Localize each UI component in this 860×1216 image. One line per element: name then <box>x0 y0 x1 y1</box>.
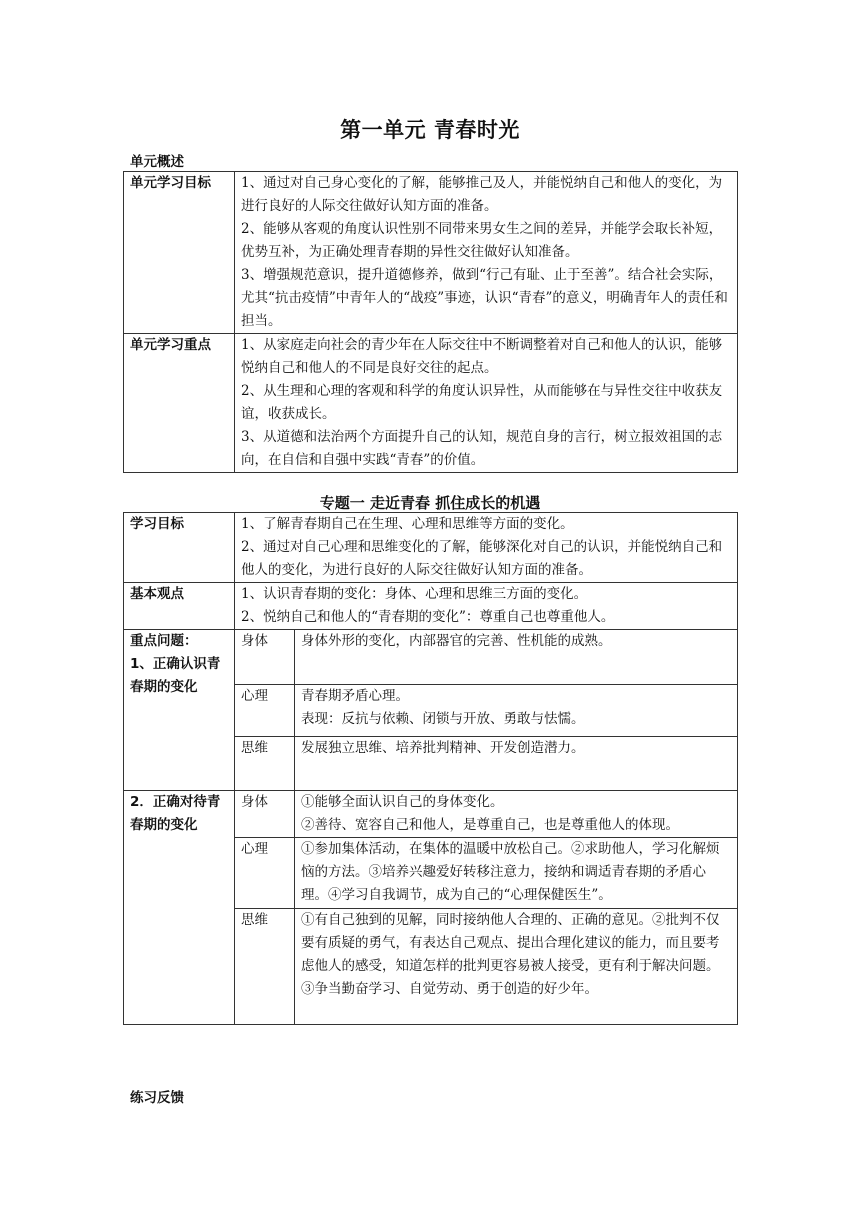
issue1-sub-label: 思维 <box>235 737 295 791</box>
key-points-label: 单元学习重点 <box>124 334 235 473</box>
goal-item: 3、增强规范意识，提升道德修养，做到“行己有耻、止于至善”。结合社会实际，尤其“抗击疫情”中青年人的“战疫”事迹，认识“青春”的意义，明确青年人的责任和担当。 <box>241 267 728 329</box>
viewpoints-label: 基本观点 <box>124 583 235 630</box>
goals-label: 单元学习目标 <box>124 172 235 334</box>
viewpoints-content <box>235 583 738 630</box>
issue1-label-heading: 重点问题： <box>130 633 198 649</box>
topic-table <box>123 512 738 1025</box>
unit-overview-table <box>123 171 738 473</box>
content-line: 表现：反抗与依赖、闭锁与开放、勇敢与怯懦。 <box>301 711 585 727</box>
unit-title: 第一单元 青春时光 <box>340 118 520 142</box>
goals-content <box>235 172 738 334</box>
content-line: ①有自己独到的见解，同时接纳他人合理的、正确的意见。②批判不仅要有质疑的勇气，有表达自己观点、提出合理化建议的能力，而且要考虑他人的感受，知道怎样的批判更容易被人接受，更有利于解决问题。③争当勤奋学习、自觉劳动、勇于创造的好少年。 <box>301 912 720 997</box>
issue1-label-text: 1、正确认识青春期的变化 <box>130 656 221 695</box>
viewpoint-item: 1、认识青春期的变化：身体、心理和思维三方面的变化。 <box>241 586 588 602</box>
viewpoints-row <box>124 583 738 630</box>
key-points-content <box>235 334 738 473</box>
issue2-mind-content <box>295 838 738 909</box>
issue2-sub-label: 思维 <box>235 909 295 1025</box>
issue1-mind-content <box>295 685 738 737</box>
key-point-item: 2、从生理和心理的客观和科学的角度认识异性，从而能够在与异性交往中收获友谊，收获成长。 <box>241 383 723 422</box>
issue1-sub-label: 心理 <box>235 685 295 737</box>
issue2-sub-label: 心理 <box>235 838 295 909</box>
content-line: 身体外形的变化，内部器官的完善、性机能的成熟。 <box>301 633 612 649</box>
issue2-sub-label: 身体 <box>235 791 295 838</box>
goal-item: 2、能够从客观的角度认识性别不同带来男女生之间的差异，并能学会取长补短，优势互补，为正确处理青春期的异性交往做好认知准备。 <box>241 221 723 260</box>
content-line: ①参加集体活动，在集体的温暖中放松自己。②求助他人，学习化解烦恼的方法。③培养兴趣爱好转移注意力，接纳和调适青春期的矛盾心理。④学习自我调节，成为自己的“心理保健医生”。 <box>301 841 720 903</box>
overview-label: 单元概述 <box>130 154 184 170</box>
key-point-item: 3、从道德和法治两个方面提升自己的认知，规范自身的言行，树立报效祖国的志向，在自信和自强中实践“青春”的价值。 <box>241 429 723 468</box>
goal-item: 1、通过对自己身心变化的了解，能够推己及人，并能悦纳自己和他人的变化，为进行良好的人际交往做好认知方面的准备。 <box>241 175 723 214</box>
content-line: ①能够全面认识自己的身体变化。 <box>301 794 504 810</box>
topic-title: 专题一 走近青春 抓住成长的机遇 <box>319 494 541 512</box>
issue2-label: 2．正确对待青春期的变化 <box>124 791 235 1025</box>
content-line: 发展独立思维、培养批判精神、开发创造潜力。 <box>301 740 585 756</box>
issue1-body-content <box>295 630 738 685</box>
objective-item: 1、了解青春期自己在生理、心理和思维等方面的变化。 <box>241 516 574 532</box>
objectives-content <box>235 513 738 583</box>
objectives-row <box>124 513 738 583</box>
viewpoint-item: 2、悦纳自己和他人的“青春期的变化”：尊重自己也尊重他人。 <box>241 609 615 625</box>
content-line: ②善待、宽容自己和他人，是尊重自己，也是尊重他人的体现。 <box>301 817 679 833</box>
issue1-sub-label: 身体 <box>235 630 295 685</box>
goals-row <box>124 172 738 334</box>
issue2-thinking-content <box>295 909 738 1025</box>
objectives-label: 学习目标 <box>124 513 235 583</box>
objective-item: 2、通过对自己心理和思维变化的了解，能够深化对自己的认识，并能悦纳自己和他人的变化，为进行良好的人际交往做好认知方面的准备。 <box>241 539 723 578</box>
issue1-thinking-content <box>295 737 738 791</box>
practice-feedback-label: 练习反馈 <box>130 1090 184 1106</box>
issue1-body-row <box>124 630 738 685</box>
key-points-row <box>124 334 738 473</box>
issue1-label <box>124 630 235 791</box>
content-line: 青春期矛盾心理。 <box>301 688 409 704</box>
issue2-body-row <box>124 791 738 838</box>
issue2-body-content <box>295 791 738 838</box>
key-point-item: 1、从家庭走向社会的青少年在人际交往中不断调整着对自己和他人的认识，能够悦纳自己和他人的不同是良好交往的起点。 <box>241 337 723 376</box>
